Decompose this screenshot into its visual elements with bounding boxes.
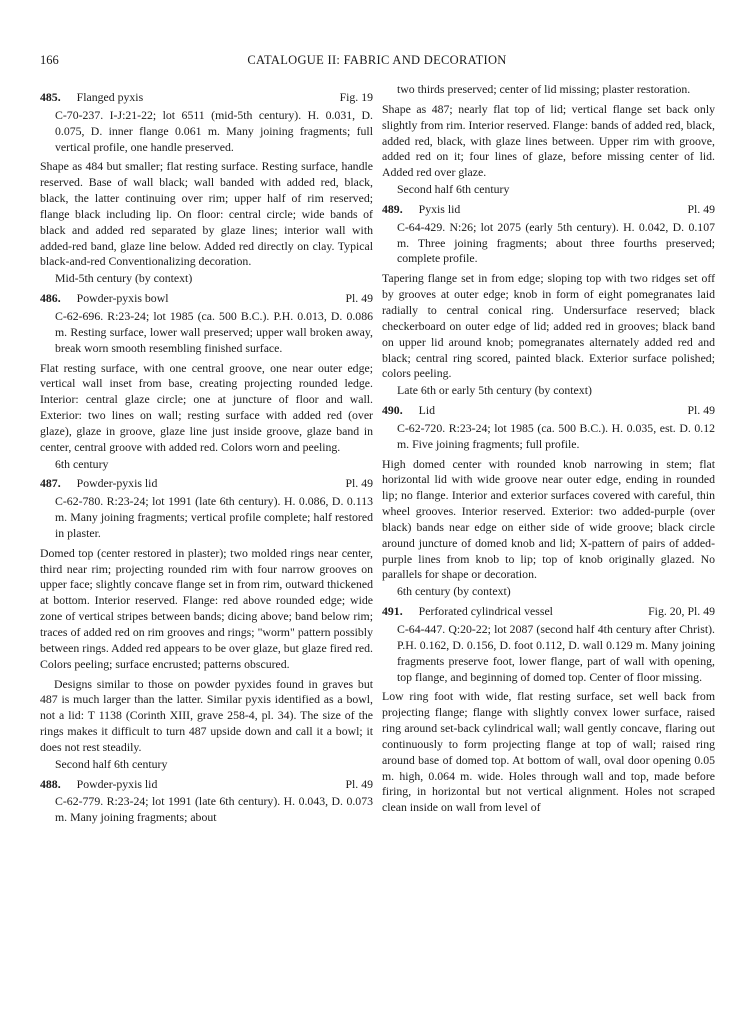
entry-number: 485. — [40, 90, 61, 104]
entry-title: Pyxis lid — [418, 201, 461, 216]
catalogue-entry-486 — [40, 291, 373, 472]
figure-reference: Fig. 19 — [339, 90, 373, 104]
entry-title: Powder-pyxis lid — [76, 776, 158, 791]
page-number: 166 — [40, 53, 59, 67]
entry-number: 490. — [382, 403, 403, 418]
entry-number: 487. — [40, 476, 61, 491]
plate-reference: Pl. 49 — [345, 776, 373, 791]
entry-title: Powder-pyxis bowl — [76, 291, 169, 306]
entry-date: Second half 6th century — [397, 182, 510, 197]
entry-metadata: C-64-447. Q:20-22; lot 2087 (second half 4th century after Christ). P.H. 0.162, D. 0.156, D. foot 0.112, D. wall 0.129 m. Many joining fragments preserve foot, lower flange, part of wall with opening, top flange, and beginning of domed top. Center of floor missing. — [397, 622, 715, 684]
catalogue-entry-490 — [382, 403, 715, 600]
entry-number: 488. — [40, 776, 61, 791]
entry-metadata: C-62-696. R:23-24; lot 1985 (ca. 500 B.C.). P.H. 0.013, D. 0.086 m. Resting surface, lower wall preserved; upper wall broken away, break worn smooth resembling finished surface. — [55, 308, 373, 355]
entry-date: Late 6th or early 5th century (by context) — [397, 383, 592, 398]
entry-date: Second half 6th century — [55, 756, 168, 771]
plate-reference: Pl. 49 — [687, 403, 715, 418]
catalogue-entry-489 — [382, 202, 715, 399]
entry-heading — [40, 777, 373, 793]
entry-heading — [382, 403, 715, 419]
entry-number: 486. — [40, 291, 61, 306]
entry-metadata: C-64-429. N:26; lot 2075 (early 5th century). H. 0.042, D. 0.107 m. Three joining fragments; about three fourths preserved; complete profile. — [397, 219, 715, 266]
entry-description: High domed center with rounded knob narrowing in stem; flat horizontal lid with wide groove near outer edge, ending in rounded lip; no flange. Interior and exterior surfaces covered with careful, thin wheel grooves. Interior reserved. Exterior: two added-purple (over black) bands near edge on either side of wide groove; black circle around juncture of domed knob and lid; X-pattern of pairs of added-purple lines from knob to lip; top of knob originally glazed. No parallels for shape or decoration. — [382, 456, 715, 582]
catalogue-entry-491 — [382, 604, 715, 816]
running-title: CATALOGUE II: FABRIC AND DECORATION — [247, 53, 507, 67]
entry-description: Tapering flange set in from edge; sloping top with two ridges set off by grooves at outer edge; knob in form of eight pomegranates laid radially to central conical ring. Undersurface reserved; black checkerboard on outer edge of lid; added red in grooves; black band on upper lid around knob; pomegranates alternately added red and black; central ring scored, painted black. Exterior surface polished; colors peeling. — [382, 271, 715, 381]
entry-metadata: C-62-779. R:23-24; lot 1991 (late 6th century). H. 0.043, D. 0.073 m. Many joining fragments; about — [55, 794, 373, 825]
entry-heading — [40, 291, 373, 307]
entry-description: Domed top (center restored in plaster); two molded rings near center, third near rim; projecting rounded rim with four narrow grooves on upper face; slightly concave flange set in from rim, outward thickened at bottom. Interior reserved. Flange: red above rounded edge; wide zone of vertical stripes between bands; dicing above; band below rim; traces of added red on rim grooves and rings; "worm" pattern possibly between rings. Added red appears to be over glaze, but glaze fired red. Colors peeling; surface encrusted; patterns obscured. — [40, 545, 373, 671]
entry-date: 6th century — [55, 456, 109, 471]
right-column — [382, 84, 715, 816]
entry-description: Shape as 484 but smaller; flat resting surface. Resting surface, handle reserved. Base of wall black; wall banded with added red, black, black, the latter continuing over rim; upper half of rim reserved; flange black including lip. On floor: central circle; wide bands of black and added red separated by glaze lines; interior wall with added-red band, glaze line below. Added red directly on clay. Typical black-and-red Conventionalizing decoration. — [40, 159, 373, 269]
entry-metadata: C-70-237. I-J:21-22; lot 6511 (mid-5th century). H. 0.031, D. 0.075, D. inner flange 0.061 m. Many joining fragments; full vertical profile, one handle preserved. — [55, 107, 373, 154]
entry-metadata: C-62-720. R:23-24; lot 1985 (ca. 500 B.C.). H. 0.035, est. D. 0.12 m. Five joining fragments; full profile. — [397, 420, 715, 451]
entry-description: Flat resting surface, with one central groove, one near outer edge; vertical wall inset from base, creating projecting rounded ledge. Interior: central glaze circle; one at juncture of floor and wall. Exterior: two lines on wall; resting surface with added red (over glaze), glaze in groove, glaze line just inside groove, glaze band in center, central groove with added red. Colors worn and peeling. — [40, 360, 373, 454]
entry-number: 489. — [382, 201, 403, 216]
plate-reference: Pl. 49 — [345, 291, 373, 306]
plate-reference: Pl. 49 — [345, 476, 373, 491]
entry-heading — [382, 604, 715, 620]
entry-title: Perforated cylindrical vessel — [418, 604, 553, 619]
entry-date: Mid-5th century (by context) — [55, 271, 193, 286]
entry-date: 6th century (by context) — [397, 584, 511, 599]
entry-title: Lid — [418, 403, 436, 418]
left-column — [40, 86, 373, 826]
entry-metadata: C-62-780. R:23-24; lot 1991 (late 6th century). H. 0.086, D. 0.113 m. Many joining fragments; vertical profile complete; half restored in plaster. — [55, 494, 373, 540]
catalogue-entry-487 — [40, 476, 373, 772]
page-header — [40, 53, 714, 73]
entry-metadata-continued: two thirds preserved; center of lid missing; plaster restoration. — [397, 82, 691, 96]
entry-note: Designs similar to those on powder pyxides found in graves but 487 is much larger than the latter. Similar pyxis identified as a bowl, not a lid: T 1138 (Corinth XIII, grave 258-4, pl. 34). The size of the rings makes it difficult to turn 487 upside down and call it a bowl; it does not rest steadily. — [40, 676, 373, 754]
entry-number: 491. — [382, 604, 403, 619]
plate-reference: Pl. 49 — [687, 201, 715, 216]
entry-heading — [382, 202, 715, 218]
figure-plate-reference: Fig. 20, Pl. 49 — [648, 604, 715, 619]
catalogue-entry-488-continued — [382, 82, 715, 198]
entry-heading — [40, 476, 373, 492]
entry-description: Shape as 487; nearly flat top of lid; vertical flange set back only slightly from rim. Interior reserved. Flange: bands of added red, black, added red, black, with glaze lines between. Upper rim with groove, added red on it; four lines of glaze, before missing center of lid. Added red over glaze. — [382, 101, 715, 180]
entry-title: Powder-pyxis lid — [76, 476, 158, 491]
catalogue-entry-488 — [40, 777, 373, 827]
entry-description: Low ring foot with wide, flat resting surface, set well back from projecting flange; flange with slightly convex lower surface, raised ring around set-back cylindrical wall; wall gently concave, flaring out continuously to form projecting flange at top of wall; raised ring around base of domed top. At bottom of wall, oval door opening 0.05 m. high, 0.064 m. wide. Holes through wall and top, made before firing, in horizontal but not vertical alignment. Holes not scraped clean inside on wall from level of — [382, 689, 715, 815]
entry-title: Flanged pyxis — [76, 90, 144, 104]
catalogue-entry-485 — [40, 90, 373, 287]
entry-heading — [40, 90, 373, 106]
